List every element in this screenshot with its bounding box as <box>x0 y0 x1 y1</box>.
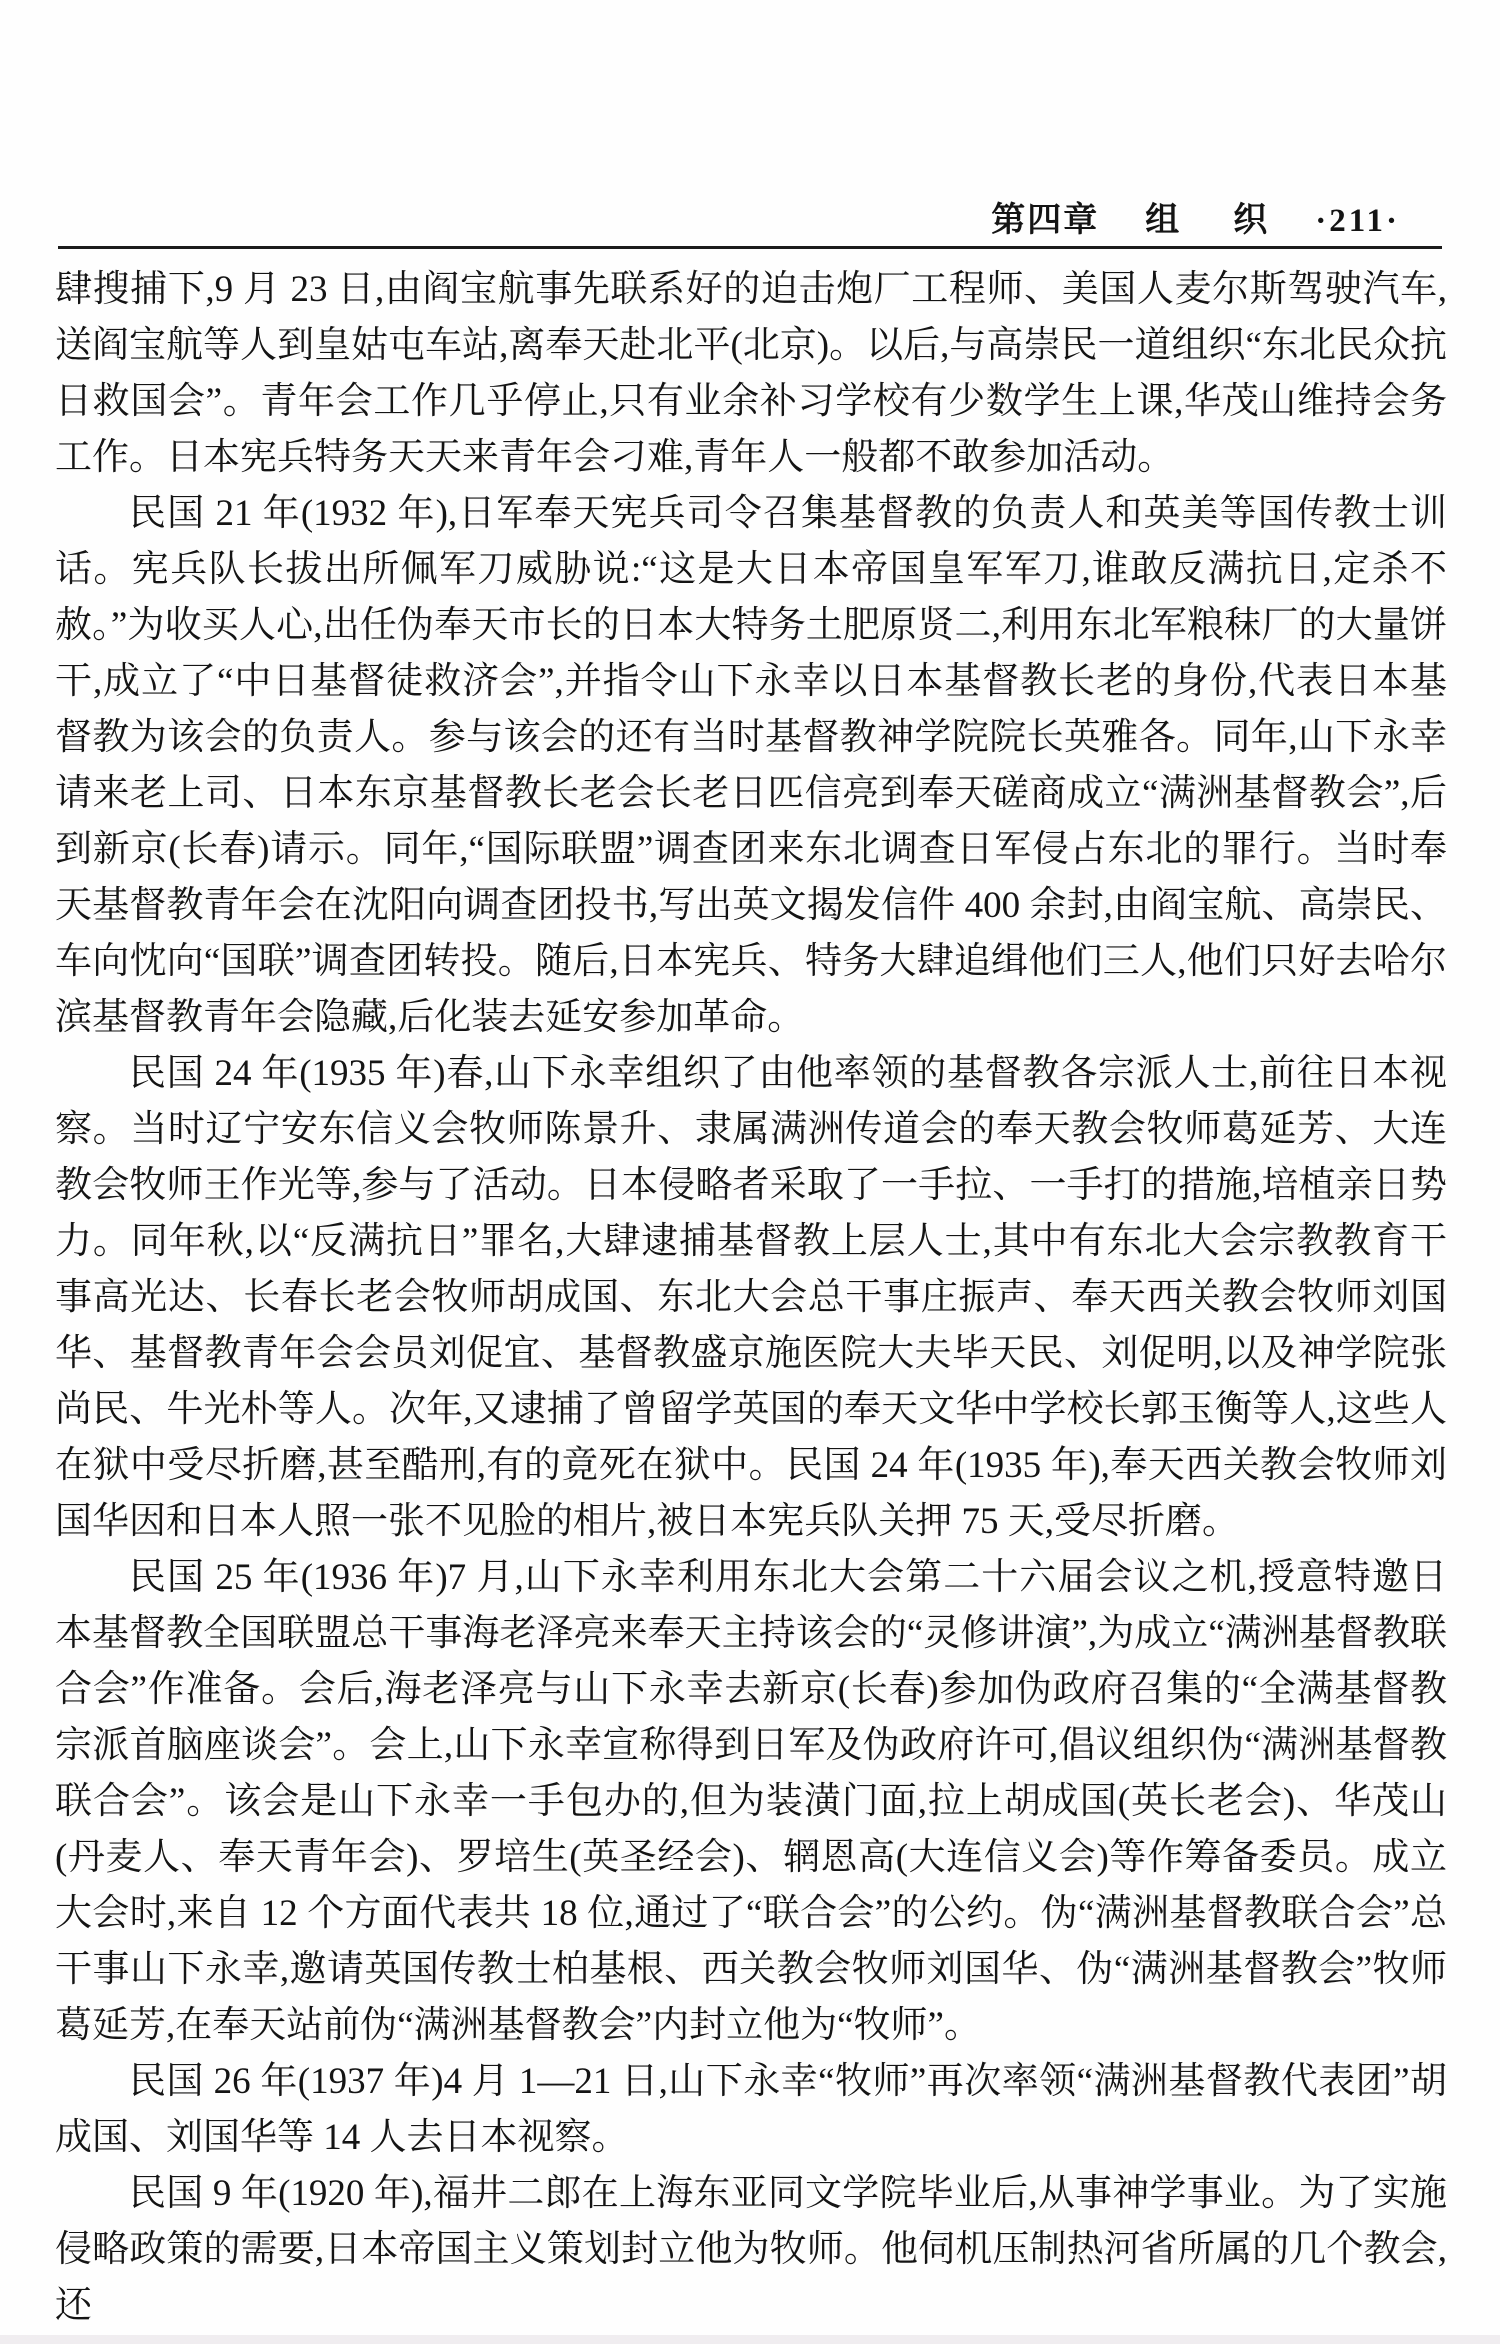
page-number: ·211· <box>1315 203 1400 239</box>
paragraph: 民国 24 年(1935 年)春,山下永幸组织了由他率领的基督教各宗派人士,前往日本视察。当时辽宁安东信义会牧师陈景升、隶属满洲传道会的奉天教会牧师葛延芳、大连教会牧师王作光等,参与了活动。日本侵略者采取了一手拉、一手打的措施,培植亲日势力。同年秋,以“反满抗日”罪名,大肆逮捕基督教上层人士,其中有东北大会宗教教育干事高光达、长春长老会牧师胡成国、东北大会总干事庄振声、奉天西关教会牧师刘国华、基督教青年会会员刘促宜、基督教盛京施医院大夫毕天民、刘促明,以及神学院张尚民、牛光朴等人。次年,又逮捕了曾留学英国的奉天文华中学校长郭玉衡等人,这些人在狱中受尽折磨,甚至酷刑,有的竟死在狱中。民国 24 年(1935 年),奉天西关教会牧师刘国华因和日本人照一张不见脸的相片,被日本宪兵队关押 75 天,受尽折磨。 <box>55 1053 1447 1542</box>
paragraph: 民国 21 年(1932 年),日军奉天宪兵司令召集基督教的负责人和英美等国传教士训话。宪兵队长拔出所佩军刀威胁说:“这是大日本帝国皇军军刀,谁敢反满抗日,定杀不赦。”为收买人心,出任伪奉天市长的日本大特务土肥原贤二,利用东北军粮秣厂的大量饼干,成立了“中日基督徒救济会”,并指令山下永幸以日本基督教长老的身份,代表日本基督教为该会的负责人。参与该会的还有当时基督教神学院院长英雅各。同年,山下永幸请来老上司、日本东京基督教长老会长老日匹信亮到奉天磋商成立“满洲基督教会”,后到新京(长春)请示。同年,“国际联盟”调查团来东北调查日军侵占东北的罪行。当时奉天基督教青年会在沈阳向调查团投书,写出英文揭发信件 400 余封,由阎宝航、高崇民、车向忱向“国联”调查团转投。随后,日本宪兵、特务大肆追缉他们三人,他们只好去哈尔滨基督教青年会隐藏,后化装去延安参加革命。 <box>55 493 1447 1038</box>
page-header <box>991 192 1400 241</box>
paragraph: 民国 9 年(1920 年),福井二郎在上海东亚同文学院毕业后,从事神学事业。为了实施侵略政策的需要,日本帝国主义策划封立他为牧师。他伺机压制热河省所属的几个教会,还 <box>55 2173 1447 2326</box>
paragraph: 民国 25 年(1936 年)7 月,山下永幸利用东北大会第二十六届会议之机,授意特邀日本基督教全国联盟总干事海老泽亮来奉天主持该会的“灵修讲演”,为成立“满洲基督教联合会”作准备。会后,海老泽亮与山下永幸去新京(长春)参加伪政府召集的“全满基督教宗派首脑座谈会”。会上,山下永幸宣称得到日军及伪政府许可,倡议组织伪“满洲基督教联合会”。该会是山下永幸一手包办的,但为装潢门面,拉上胡成国(英长老会)、华茂山(丹麦人、奉天青年会)、罗培生(英圣经会)、辋恩高(大连信义会)等作筹备委员。成立大会时,来自 12 个方面代表共 18 位,通过了“联合会”的公约。伪“满洲基督教联合会”总干事山下永幸,邀请英国传教士柏基根、西关教会牧师刘国华、伪“满洲基督教会”牧师葛延芳,在奉天站前伪“满洲基督教会”内封立他为“牧师”。 <box>55 1557 1447 2046</box>
header-divider-rule <box>58 246 1442 249</box>
page-bottom-edge <box>0 2335 1500 2344</box>
body-text <box>55 262 1447 2334</box>
paragraph: 民国 26 年(1937 年)4 月 1—21 日,山下永幸“牧师”再次率领“满洲基督教代表团”胡成国、刘国华等 14 人去日本视察。 <box>55 2061 1447 2158</box>
section-title: 组 织 <box>1145 202 1278 239</box>
paragraph: 肆搜捕下,9 月 23 日,由阎宝航事先联系好的迫击炮厂工程师、美国人麦尔斯驾驶汽车,送阎宝航等人到皇姑屯车站,离奉天赴北平(北京)。以后,与高崇民一道组织“东北民众抗日救国会”。青年会工作几乎停止,只有业余补习学校有少数学生上课,华茂山维持会务工作。日本宪兵特务天天来青年会刁难,青年人一般都不敢参加活动。 <box>55 269 1447 478</box>
chapter-label: 第四章 <box>991 202 1100 239</box>
